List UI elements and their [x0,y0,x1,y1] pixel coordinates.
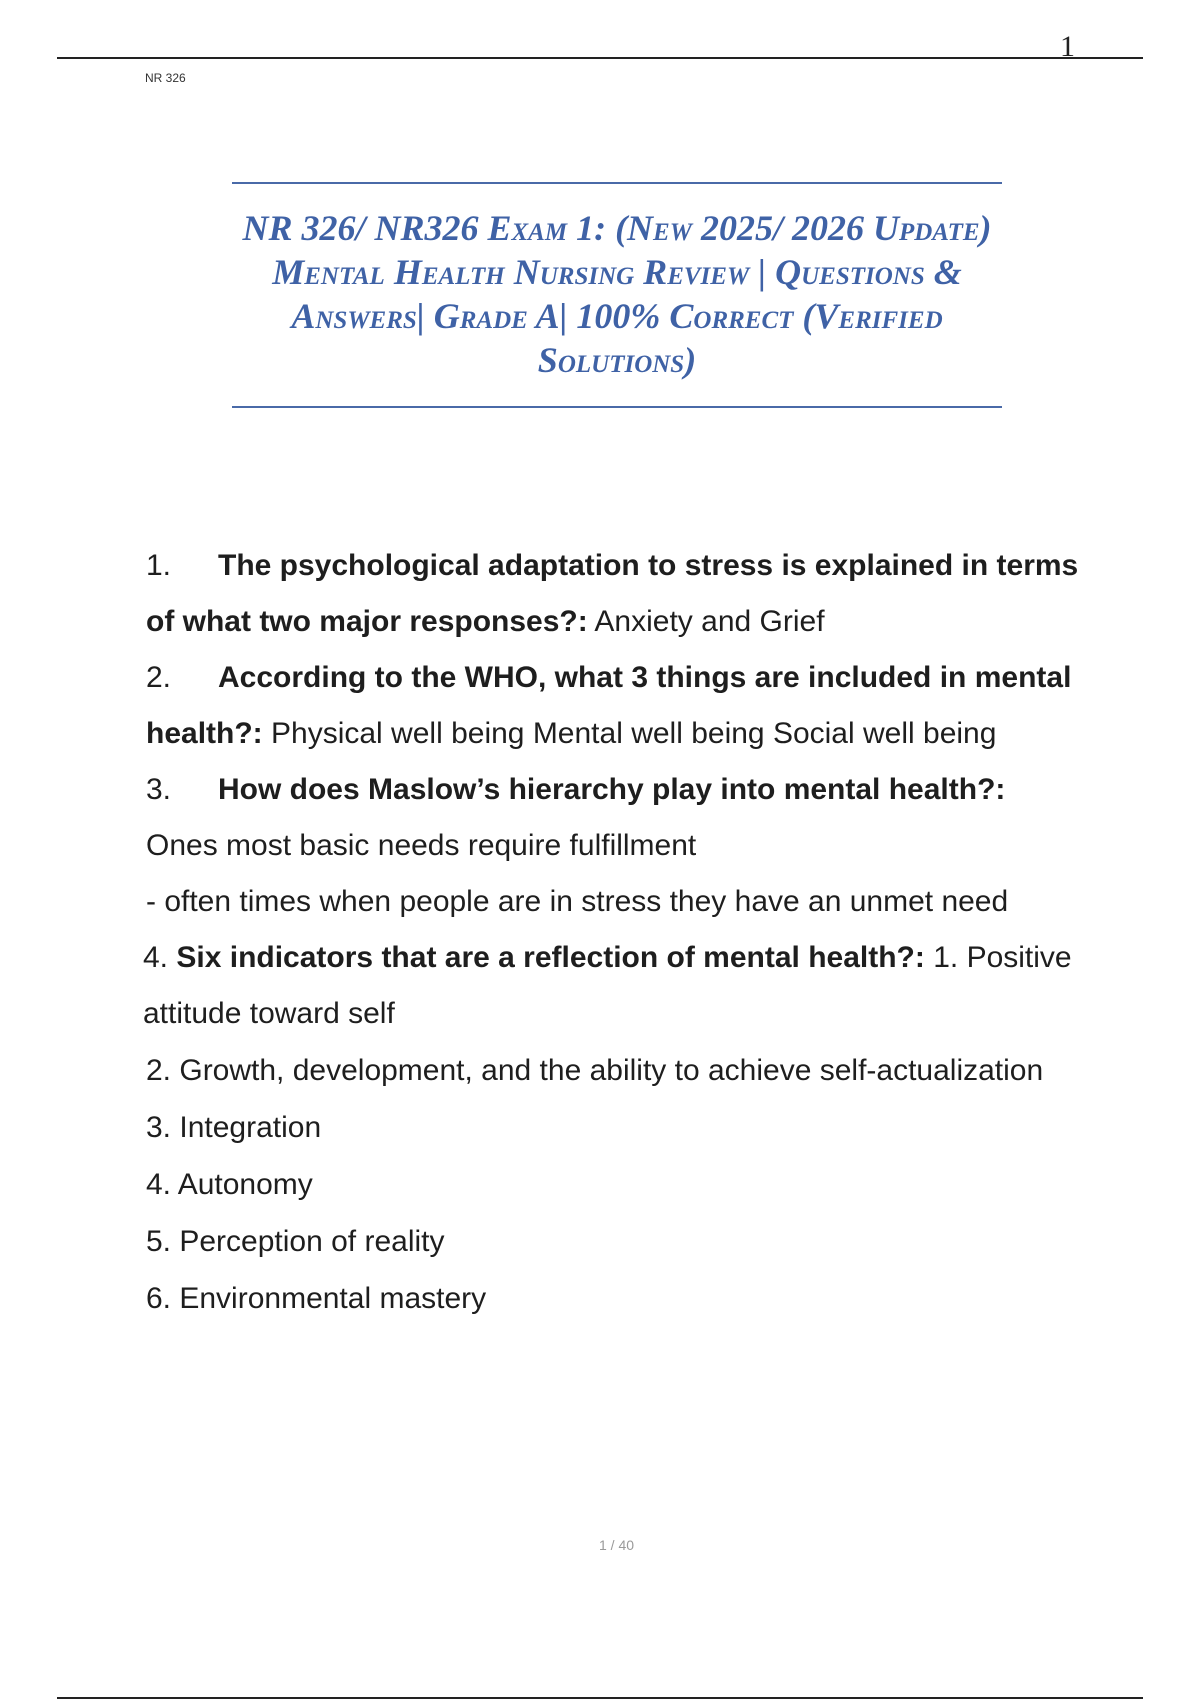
footer-rule [57,1697,1143,1699]
answer-text: Anxiety and Grief [594,605,825,638]
list-item: 3. Integration [146,1111,322,1144]
list-item: 5. Perception of reality [146,1225,445,1258]
question-number: 4. [143,941,169,974]
title-block [232,182,1002,408]
question-number: 2. [146,661,172,694]
qa-content [143,538,1096,1327]
answer-line: Ones most basic needs require fulfillment [146,829,697,862]
answer-line: - often times when people are in stress they have an unmet need [146,885,1009,918]
question-text: The psychological adaptation to stress is explained in terms of what two major responses?: [146,549,1079,638]
indicator-list [146,1042,1096,1327]
page-number: 1 [1060,30,1075,63]
question-text: How does Maslow’s hierarchy play into mental health?: [218,773,1006,806]
question-number: 1. [146,549,172,582]
question-2 [146,650,1096,762]
list-item: 4. Autonomy [146,1168,313,1201]
pagination-label: 1 / 40 [598,1537,635,1553]
question-1 [146,538,1096,650]
list-item: 2. Growth, development, and the ability to achieve self-actualization [146,1054,1044,1087]
question-text: According to the WHO, what 3 things are included in mental health?: [146,661,1072,750]
list-item: 6. Environmental mastery [146,1282,487,1315]
document-title: NR 326/ NR326 Exam 1: (New 2025/ 2026 Update) Mental Health Nursing Review | Questions & Answers| Grade A| 100% Correct (Verified Solutions) [242,208,992,380]
question-4 [143,930,1096,1042]
answer-text: Physical well being Mental well being Social well being [271,717,997,750]
question-text: Six indicators that are a reflection of mental health?: [176,941,925,974]
question-3 [146,762,1096,818]
header-rule [57,57,1143,59]
header-course-code: NR 326 [145,71,186,85]
question-number: 3. [146,773,172,806]
answer-text: 1. Positive attitude toward self [143,941,1072,1030]
